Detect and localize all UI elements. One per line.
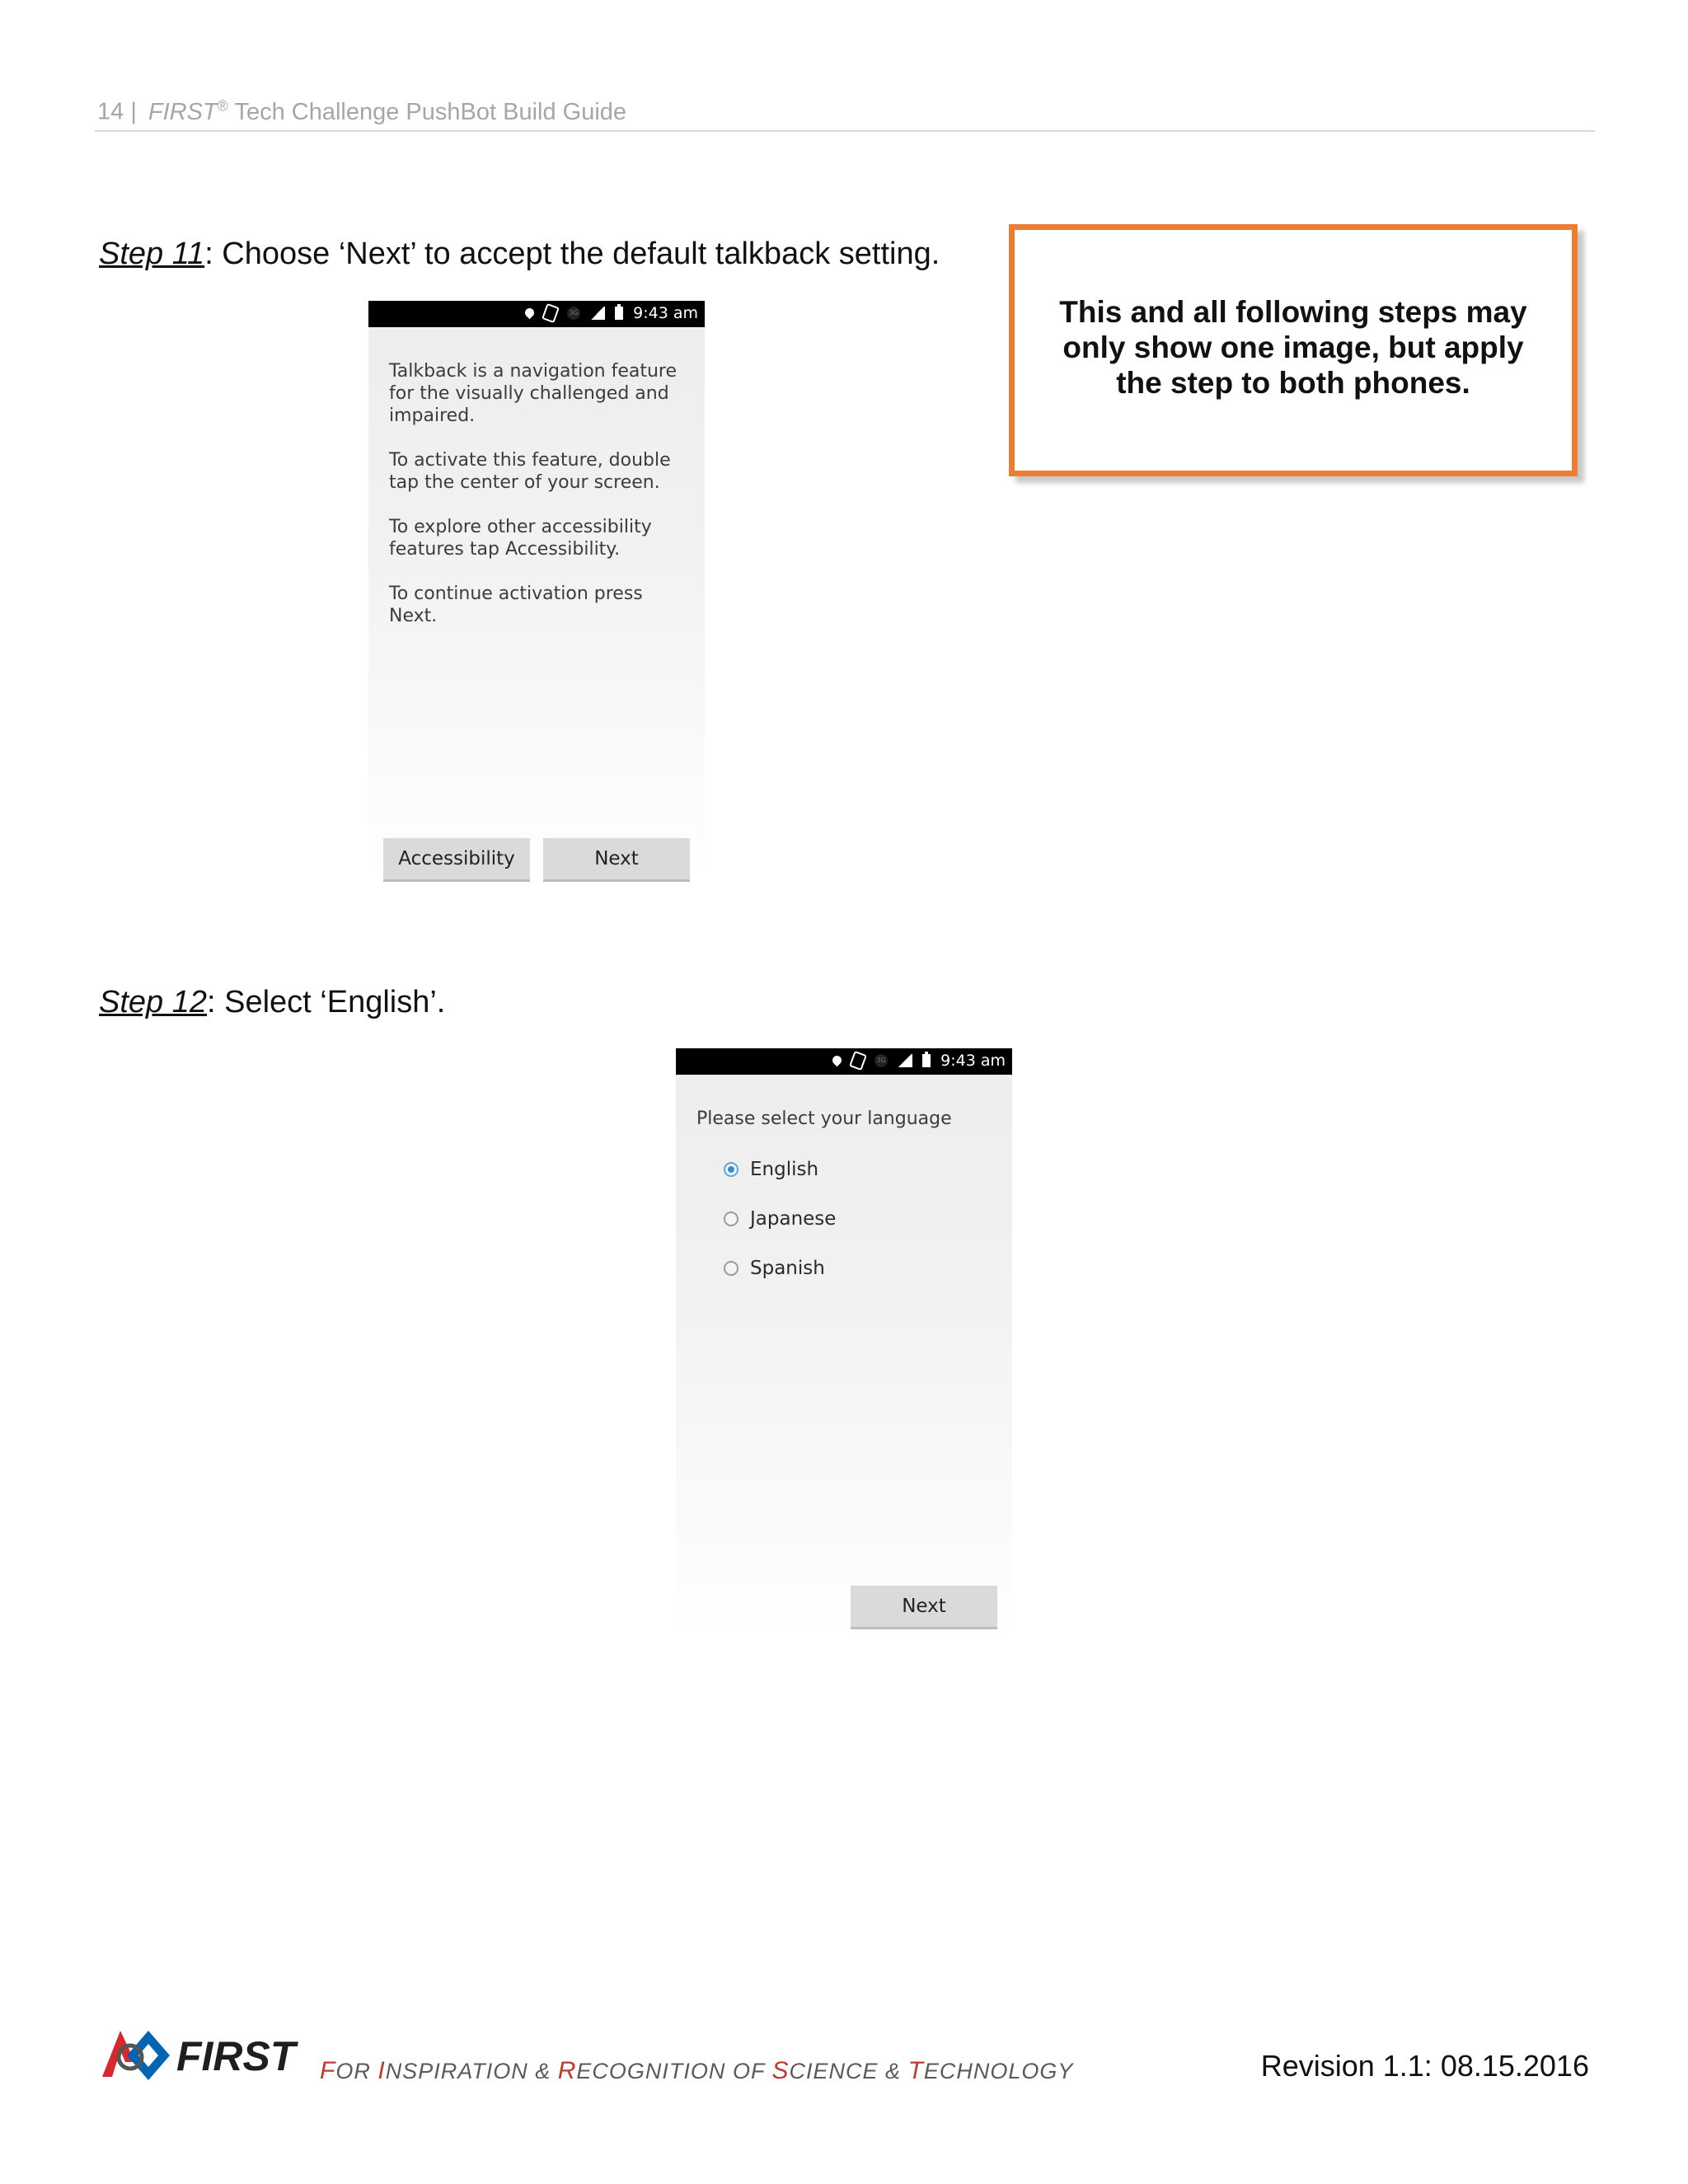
language-option-english[interactable] (724, 1159, 818, 1180)
battery-icon (922, 1054, 931, 1067)
language-prompt: Please select your language (696, 1108, 952, 1129)
accessibility-button[interactable]: Accessibility (383, 838, 530, 882)
language-option-label: Spanish (750, 1258, 825, 1279)
page-header (97, 97, 626, 126)
talkback-screenshot (368, 301, 705, 882)
language-option-label: Japanese (750, 1208, 837, 1230)
tagline-word: & (535, 2059, 551, 2083)
talkback-paragraph: Talkback is a navigation feature for the visually challenged and impaired. (389, 361, 678, 426)
document-title-text: Tech Challenge PushBot Build Guide (234, 98, 627, 125)
first-logo-text: FIRST (176, 2033, 296, 2079)
status-bar (676, 1048, 1012, 1075)
status-time: 9:43 am (633, 304, 698, 322)
step-12-label: Step 12 (99, 985, 207, 1019)
language-option-japanese[interactable] (724, 1208, 836, 1230)
document-title (148, 99, 626, 125)
tagline-word: TECHNOLOGY (907, 2057, 1074, 2084)
screen-rotation-icon (849, 1051, 867, 1071)
first-brand: FIRST (148, 98, 218, 125)
language-option-label: English (750, 1159, 819, 1180)
step-12-text: : Select ‘English’. (207, 985, 446, 1019)
language-option-spanish[interactable] (724, 1258, 825, 1279)
signal-strength-icon (898, 1054, 912, 1067)
location-icon (523, 306, 537, 319)
tagline-word: & (885, 2059, 902, 2083)
network-3g-icon: 3G (874, 1054, 888, 1067)
talkback-paragraph: To activate this feature, double tap the center of your screen. (389, 450, 671, 493)
page-number: 14 | (97, 98, 137, 125)
radio-unselected-icon[interactable] (724, 1261, 738, 1276)
header-divider (95, 130, 1595, 132)
first-logo (97, 2024, 312, 2087)
network-3g-icon: 3G (567, 307, 580, 320)
language-select-screenshot (676, 1048, 1012, 1638)
radio-selected-icon[interactable] (724, 1162, 738, 1177)
signal-strength-icon (590, 307, 605, 320)
screen-rotation-icon (542, 303, 560, 323)
step-12-instruction (99, 985, 445, 1020)
tagline-word: FOR (320, 2057, 371, 2084)
step-11-instruction (99, 237, 940, 272)
tagline-word: SCIENCE (771, 2057, 879, 2084)
next-button[interactable]: Next (543, 838, 690, 882)
tagline-word: RECOGNITION (557, 2057, 726, 2084)
radio-unselected-icon[interactable] (724, 1212, 738, 1226)
battery-icon (615, 307, 623, 320)
step-11-label: Step 11 (99, 237, 205, 271)
location-icon (831, 1053, 844, 1066)
tagline-word: OF (732, 2059, 765, 2083)
callout-box (1009, 224, 1578, 476)
talkback-description (389, 360, 688, 649)
next-button[interactable]: Next (851, 1586, 997, 1629)
revision-label: Revision 1.1: 08.15.2016 (1260, 2049, 1589, 2083)
tagline-word: INSPIRATION (377, 2057, 528, 2084)
status-bar (368, 301, 705, 327)
talkback-paragraph: To explore other accessibility features tap Accessibility. (389, 517, 652, 560)
callout-text: This and all following steps may only show one image, but apply the step to both phones. (1059, 295, 1527, 400)
status-time: 9:43 am (940, 1052, 1006, 1070)
footer-tagline (320, 2057, 1073, 2085)
step-11-text: : Choose ‘Next’ to accept the default talkback setting. (204, 237, 940, 271)
registered-mark: ® (217, 97, 228, 114)
talkback-paragraph: To continue activation press Next. (389, 583, 643, 626)
